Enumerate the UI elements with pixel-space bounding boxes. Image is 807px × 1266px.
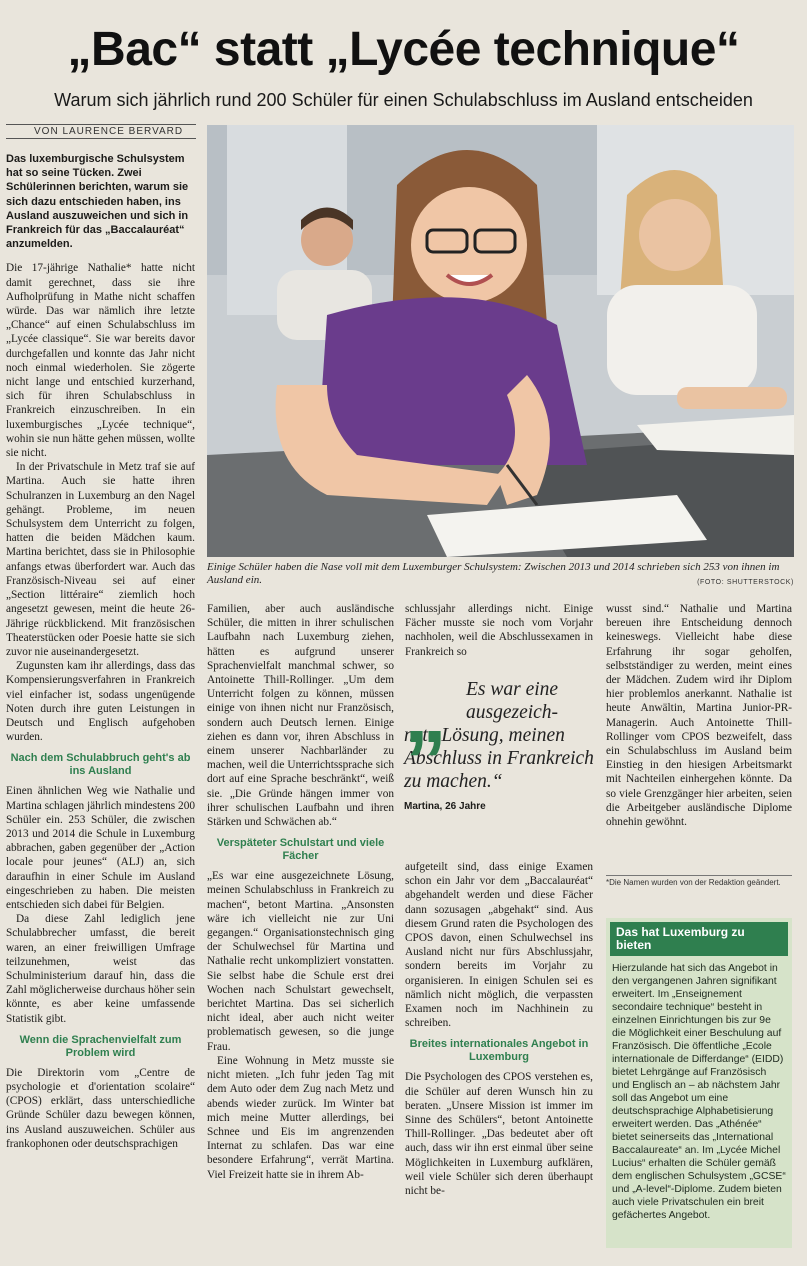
- quote-mark-icon: „: [404, 665, 447, 761]
- subheading: Verspäteter Schulstart und viele Fächer: [216, 837, 385, 863]
- paragraph: schlussjahr allerdings nicht. Einige Fächer musste sie noch vom Vorjahr nachholen, weil die Abschlussexamen in Frankreich so: [405, 603, 593, 658]
- article-photo: [207, 125, 794, 557]
- paragraph: In der Privatschule in Metz traf sie auf Martina. Auch sie hatte ihren Schulranzen in Luxemburg an den Nagel gehängt. Probleme, im neuen Schulsystem dem Unterricht zu folgen, hatten die beiden Mädchen kaum. Martina berichtet, dass sie in Philosophie anfangs etwas überfordert war. Auch das Französisch-Niveau sei auf einer „Section littéraire“ ziemlich hoch angesetzt gewesen, meint die heute 26-Jährige rückblickend. Mit französischen Theaterstücken oder Poesie hatte sie sich zuvor nie auseinandergesetzt.: [6, 461, 195, 658]
- paragraph: „Es war eine ausgezeichnete Lösung, meinen Schulabschluss in Frankreich zu machen“, betont Martina. „Ansonsten wäre ich vielleicht nie zur Uni gegangen.“ Organisationstechnisch ging der Schulwechsel für Martina und Nathalie recht unkompliziert vonstatten. Sie selbst habe die Schule erst drei Wochen nach Schulstart gewechselt, berichtet Martina. Das sei sicherlich nicht ideal, aber auch nicht weiter problematisch gewesen, so die junge Frau.: [207, 870, 394, 1053]
- subheading: Nach dem Schulabbruch geht's ab ins Ausland: [10, 752, 191, 778]
- column-2: [207, 602, 394, 1182]
- paragraph: Die Psychologen des CPOS verstehen es, die Schüler auf deren Wunsch hin zu beraten. „Unsere Mission ist immer im Sinne des Schülers“, betont Antoinette Thill-Rollinger. „Das bedeutet aber oft auch, dass wir ihn erst einmal über seine Möglichkeiten in Luxemburg aufklären, weil viele Schüler sich deren überhaupt nicht be-: [405, 1071, 593, 1198]
- footnote: *Die Namen wurden von der Redaktion geändert.: [606, 875, 792, 888]
- info-box-title: Das hat Luxemburg zu bieten: [610, 922, 788, 956]
- paragraph: Eine Wohnung in Metz musste sie nicht mieten. „Ich fuhr jeden Tag mit dem Auto oder dem Zug nach Metz und abends wieder zurück. Im Winter bat mich meine Mutter allerdings, bei Schnee und Eis im angrenzenden Internat zu schlafen. Das war eine besondere Erfahrung“, verrät Martina. Viel Freizeit hatte sie in ihrem Ab-: [207, 1054, 394, 1181]
- paragraph: Die Direktorin vom „Centre de psychologie et d'orientation scolaire“ (CPOS) erklärt, dass unterschiedliche Gründe Schüler dazu bewegen können, ins Ausland auszuweichen. Schüler aus frankophonen oder deutschsprachigen: [6, 1066, 195, 1150]
- info-box-text: Hierzulande hat sich das Angebot in den vergangenen Jahren signifikant erweitert. Im „Enseignement secondaire technique“ besteht in einzelnen Einrichtungen bis zur 9e die Möglichkeit einer Beschulung auf Französisch. Die öffentliche „Ecole internationale de Differdange“ (EIDD) bietet Lehrgänge auf Französisch und Englisch an – ab nächstem Jahr soll das Angebot um eine deutschsprachige Alphabetisierung erweitert werden. Das „Athénée“ bietet seinerseits das „International Baccalaureate“ an. Im „Lycée Michel Lucius“ erhalten die Schüler gemäß dem englischen Schulsystem „GCSE“ und „A-level“-Diplome. Zudem bieten auch viele Privatschulen ein breit gefächertes Angebot.: [612, 963, 786, 1221]
- column-4: [606, 602, 792, 829]
- photo-caption: Einige Schüler haben die Nase voll mit dem Luxemburger Schulsystem: Zwischen 2013 und 2014 schrieben sich 253 von ihnen im Ausland ein.: [207, 561, 780, 586]
- byline: VON LAURENCE BERVARD: [6, 124, 196, 139]
- column-3-bottom: [405, 860, 593, 1198]
- info-box: [606, 918, 792, 1248]
- paragraph: Die 17-jährige Nathalie* hatte nicht damit gerechnet, dass sie ihre Aufholprüfung in Mathe nicht schaffen würde. Das war nämlich ihre letzte „Chance“ auf einen Schulabschluss im „Lycée classique“. Sie war bereits davor durchgefallen und konnte das Jahr nicht noch einmal wiederholen. Sie zögerte nicht lange und entschied kurzerhand, sich für ihren Schulabschluss in Frankreich einzuschreiben. In ein luxemburgisches „Lycée technique“, wohin sie nun hätte gehen müssen, wollte sie nicht.: [6, 262, 195, 460]
- quote-text: Es war eine ausgezeich- nete Lösung, meinen Abschluss in Frankreich zu machen.“: [404, 679, 594, 792]
- paragraph: Einen ähnlichen Weg wie Nathalie und Martina schlagen jährlich mindestens 200 Schüler ein. 253 Schüler, die zwischen 2013 und 2014 die Schule in Luxemburg abbrachen, gaben gegenüber der „Action locale pour jeunes“ (ALJ) an, sich daraufhin in einer Schule im Ausland eingeschrieben zu haben. Die meisten entschieden sich dabei für Belgien.: [6, 785, 195, 911]
- paragraph: Zugunsten kam ihr allerdings, dass das Kompensierungsverfahren in Frankreich viel einfacher ist, sodass ungenügende Noten durch ihre guten Leistungen in Deutsch und Englisch aufgehoben wurden.: [6, 660, 195, 744]
- subheading: Breites internationales Angebot in Luxemburg: [409, 1038, 589, 1064]
- paragraph: wusst sind.“ Nathalie und Martina bereuen ihre Entscheidung dennoch keineswegs. Vielleicht habe diese Erfahrung ihr sogar geholfen, selbstständiger zu werden, meint eines der Mädchen. Zudem wird ihr Diplom hier problemlos anerkannt. Nathalie ist heute Anwältin, Martina Junior-PR-Managerin. Auch Antoinette Thill-Rollinger vom CPOS bezweifelt, dass ein Schulabschluss im Ausland beim Einstieg in den hiesigen Arbeitsmarkt mit Nachteilen einhergehen könnte. Da so viele Grenzgänger hier arbeiten, seien die Arbeitgeber ausländische Diplome ohnehin gewöhnt.: [606, 603, 792, 829]
- quote-source: Martina, 26 Jahre: [404, 801, 486, 812]
- column-3-top: [405, 602, 593, 659]
- paragraph: aufgeteilt sind, dass einige Examen schon ein Jahr vor dem „Baccalauréat“ abgehandelt werden und diese Fächer dann sozusagen „abgehakt“ sind. Aus diesem Grund raten die Psychologen des CPOS davon, einen Schulwechsel ins Ausland nicht nur fürs Abschlussjahr, sondern bereits im Vorjahr zu organisieren. In einigen Schulen sei es nämlich nicht möglich, die verpassten Examen noch im Nachhinein zu schreiben.: [405, 861, 593, 1030]
- subheadline: Warum sich jährlich rund 200 Schüler für einen Schulabschluss im Ausland entscheiden: [54, 90, 753, 110]
- lead-paragraph: Das luxemburgische Schulsystem hat so seine Tücken. Zwei Schülerinnen berichten, warum sie sich dazu entschieden haben, ins Ausland auszuweichen und sich in Frankreich für das „Baccalauréat“ anzumelden.: [6, 153, 189, 251]
- column-1: [6, 152, 195, 1151]
- students-illustration: [207, 125, 794, 557]
- paragraph: Da diese Zahl lediglich jene Schulabbrecher umfasst, die bereit waren, an einer freiwilligen Umfrage teilzunehmen, weist das Schulministerium darauf hin, dass die Zahl möglicherweise durchaus höher sein könnte, es aber keine umfassende Statistik gibt.: [6, 913, 195, 1025]
- headline: „Bac“ statt „Lycée technique“: [67, 23, 740, 76]
- paragraph: Familien, aber auch ausländische Schüler, die mitten in ihrer schulischen Laufbahn nach Luxemburg ziehen, hätten es aufgrund unserer Sprachenvielfalt manchmal schwer, so Antoinette Thill-Rollinger. „Um dem Unterricht folgen zu können, müssen einige von ihnen nicht nur Französisch, sondern auch Deutsch lernen. Einige ziehen es dann vor, ihren Abschluss in einem unserer Nachbarländer zu machen, weil die Unterrichtssprache sich dort auf eine Sprache beschränkt“, weiß sie. „Die Gründe hängen immer von ihrer schulischen Laufbahn und ihren Stärken und Schwächen ab.“: [207, 603, 394, 829]
- photo-credit: (FOTO: SHUTTERSTOCK): [697, 579, 794, 586]
- pull-quote: [404, 665, 594, 812]
- subheading: Wenn die Sprachenvielfalt zum Problem wird: [19, 1033, 182, 1059]
